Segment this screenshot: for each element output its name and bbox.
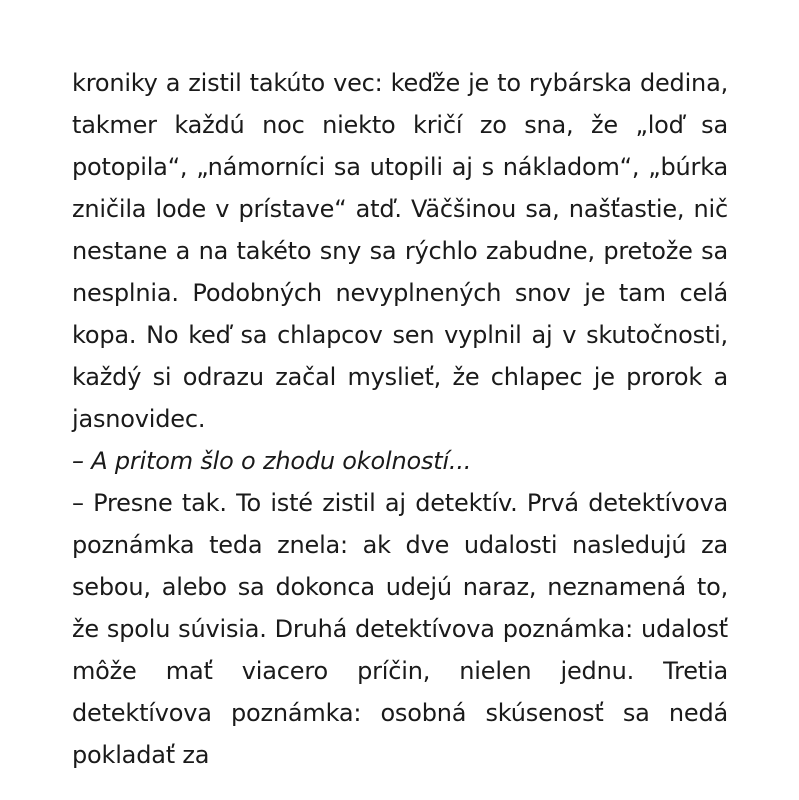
paragraph-chronicle: kroniky a zistil takúto vec: keďže je to rybárska dedina, takmer každú noc niekto kričí zo sna, že „loď sa potopila“, „námorníci sa utopili aj s nákladom“, „búrka zničila lode v prístave“ atď. Väčšinou sa, našťastie, nič nestane a na takéto sny sa rýchlo zabudne, pretože sa nesplnia. Podobných nevyplnených snov je tam celá kopa. No keď sa chlapcov sen vyplnil aj v skutočnosti, každý si odrazu začal myslieť, že chlapec je prorok a jasnovidec. xyxy=(72,69,728,433)
paragraph-dialogue-question: – A pritom šlo o zhodu okolností... xyxy=(72,447,472,475)
paragraph-detective-notes: – Presne tak. To isté zistil aj detektív. Prvá detektívova poznámka teda znela: ak dve udalosti nasledujú za sebou, alebo sa dokonca udejú naraz, neznamená to, že spolu súvisia. Druhá detektívova poznámka: udalosť môže mať viacero príčin, nielen jednu. Tretia detektívova poznámka: osobná skúsenosť sa nedá pokladať za xyxy=(72,489,728,769)
book-page-text xyxy=(72,62,728,776)
